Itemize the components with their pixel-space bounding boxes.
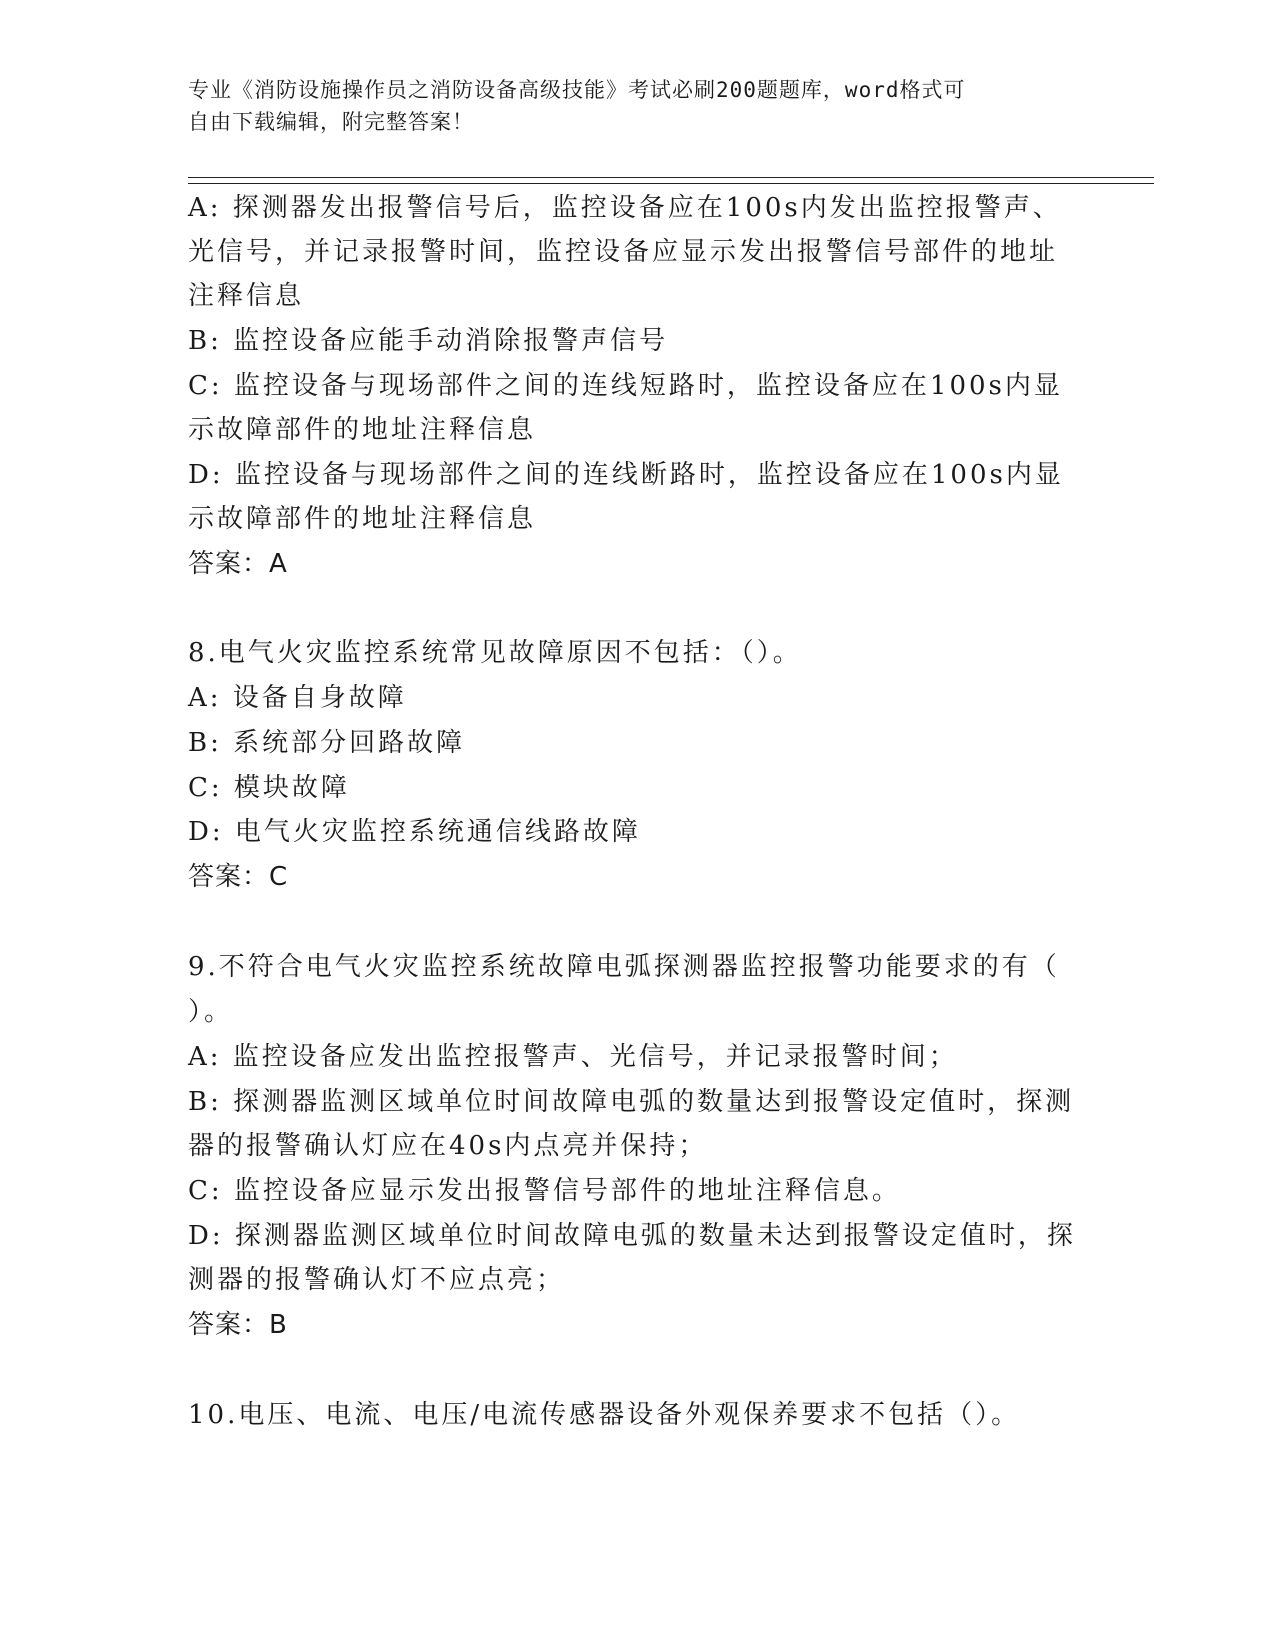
q9-option-c: C: 监控设备应显示发出报警信号部件的地址注释信息。 [188, 1176, 901, 1206]
q9-question-line-2: ）。 [188, 997, 234, 1027]
q7-option-a-line-3: 注释信息 [188, 281, 305, 311]
q8-option-d: D: 电气火灾监控系统通信线路故障 [188, 817, 641, 847]
q7-option-a-line-1: A: 探测器发出报警信号后，监控设备应在100s内发出监控报警声、 [188, 193, 1062, 223]
q7-answer: 答案：A [188, 549, 288, 579]
header-divider-bottom [188, 183, 1154, 184]
q7-option-c-line-2: 示故障部件的地址注释信息 [188, 415, 537, 445]
q7-option-c-line-1: C: 监控设备与现场部件之间的连线短路时，监控设备应在100s内显 [188, 371, 1063, 401]
q7-option-d-line-2: 示故障部件的地址注释信息 [188, 504, 537, 534]
q9-option-d-line-1: D: 探测器监测区域单位时间故障电弧的数量未达到报警设定值时，探 [188, 1221, 1076, 1251]
q9-option-b-line-2: 器的报警确认灯应在40s内点亮并保持； [188, 1131, 708, 1161]
q7-option-a-line-2: 光信号，并记录报警时间，监控设备应显示发出报警信号部件的地址 [188, 237, 1059, 267]
q9-option-a: A: 监控设备应发出监控报警声、光信号，并记录报警时间； [188, 1042, 958, 1072]
q7-option-b: B: 监控设备应能手动消除报警声信号 [188, 326, 669, 356]
q8-option-c: C: 模块故障 [188, 773, 350, 803]
header-divider-top [188, 177, 1154, 178]
q9-answer: 答案：B [188, 1310, 288, 1340]
document-header [188, 74, 1068, 138]
q8-option-b: B: 系统部分回路故障 [188, 728, 466, 758]
q8-question: 8.电气火灾监控系统常见故障原因不包括：（）。 [188, 638, 802, 668]
q8-answer: 答案：C [188, 862, 289, 892]
q10-question: 10.电压、电流、电压/电流传感器设备外观保养要求不包括（）。 [188, 1400, 1021, 1430]
q9-option-b-line-1: B: 探测器监测区域单位时间故障电弧的数量达到报警设定值时，探测 [188, 1087, 1075, 1117]
q8-option-a: A: 设备自身故障 [188, 683, 407, 713]
q9-option-d-line-2: 测器的报警确认灯不应点亮； [188, 1265, 566, 1295]
q9-question-line-1: 9.不符合电气火灾监控系统故障电弧探测器监控报警功能要求的有（ [188, 952, 1060, 982]
header-title-line-2: 自由下载编辑，附完整答案！ [188, 110, 474, 134]
q7-option-d-line-1: D: 监控设备与现场部件之间的连线断路时，监控设备应在100s内显 [188, 460, 1064, 490]
header-title-line-1: 专业《消防设施操作员之消防设备高级技能》考试必刷200题题库，word格式可 [188, 78, 966, 102]
